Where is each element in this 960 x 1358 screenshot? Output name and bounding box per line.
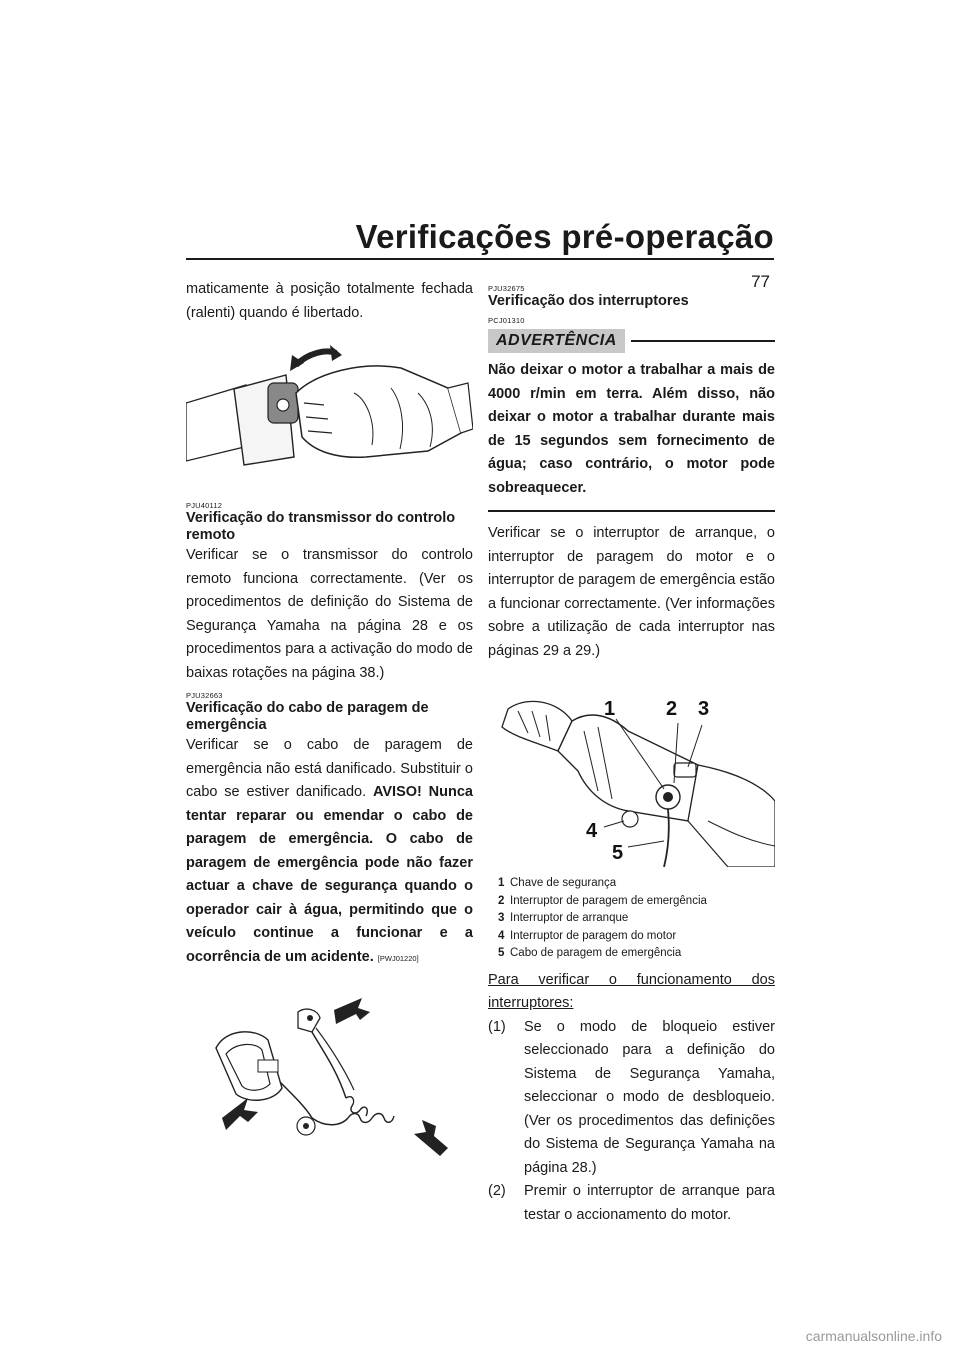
procedure-step: (1) Se o modo de bloqueio estiver seleccionado para a definição do Sistema de Segurança Yamaha, seleccionar o modo de desbloqueio. (Ver os procedimentos das definições do Sistema de Segurança Yamaha na página 28.): [488, 1018, 775, 1176]
callout-label: 1: [604, 698, 616, 720]
warning-text: Não deixar o motor a trabalhar a mais de 4000 r/min em terra. Além disso, não deixar o motor a trabalhar durante mais de 15 segundos sem fornecimento de água; caso contrário, o motor pode sobreaquecer.: [488, 362, 775, 496]
switches-illustration: [488, 671, 775, 867]
section-heading: Verificação dos interruptores: [488, 293, 689, 309]
warning-label: ADVERTÊNCIA: [488, 329, 625, 353]
inline-warning: AVISO! Nunca tentar reparar ou emendar o cabo de paragem de emergência. O cabo de paragem de emergência pode não fazer actuar a chave de segurança quando o operador cair à água, permitindo que o veículo continue a funcionar e a ocorrência de um acidente.: [186, 784, 473, 965]
emergency-cord-illustration: [186, 978, 473, 1168]
arrow-icon: [330, 345, 342, 361]
warning-code: [PWJ01220]: [377, 953, 419, 963]
warning-code: PCJ01310: [488, 316, 525, 325]
title-rule: [186, 258, 774, 260]
page-number: 77: [751, 272, 770, 291]
section-heading: Verificação do transmissor do controlo remoto: [186, 510, 456, 543]
figure-legend: [498, 875, 775, 963]
procedure-step: (2) Premir o interruptor de arranque para testar o accionamento do motor.: [488, 1183, 775, 1223]
procedure-title: Para verificar o funcionamento dos interruptores:: [488, 971, 775, 1011]
left-column: [186, 278, 473, 1176]
section-code: PJU32675: [488, 284, 525, 293]
warning-header: [488, 329, 775, 353]
warning-box: [488, 329, 775, 512]
section-body: [186, 734, 473, 970]
legend-item: 4 Interruptor de paragem do motor: [498, 929, 677, 942]
legend-item: 1 Chave de segurança: [498, 877, 617, 889]
section-code: PJU40112: [186, 501, 223, 510]
section-body-text: Verificar se o cabo de paragem de emergência não está danificado. Substituir o cabo se estiver danificado.: [186, 737, 473, 800]
section-body: Verificar se o transmissor do controlo remoto funciona correctamente. (Ver os procedimentos de definição do Sistema de Segurança Yamaha na página 28 e os procedimentos para a activação do modo de baixas rotações na página 38.): [186, 547, 473, 681]
callout-label: 5: [612, 842, 624, 864]
warning-rule: [631, 340, 775, 342]
warning-rule: [488, 510, 775, 512]
intro-text: maticamente à posição totalmente fechada (ralenti) quando é libertado.: [186, 281, 473, 321]
section-code: PJU32663: [186, 691, 223, 700]
legend-item: 2 Interruptor de paragem de emergência: [498, 894, 707, 907]
legend-item: 5 Cabo de paragem de emergência: [498, 947, 682, 959]
page-title: Verificações pré-operação: [355, 218, 774, 255]
watermark[interactable]: carmanualsonline.info: [805, 1328, 942, 1344]
section-body: Verificar se o interruptor de arranque, o interruptor de paragem do motor e o interruptor de paragem de emergência estão a funcionar correctamente. (Ver informações sobre a utilização de cada interruptor nas páginas 29 a 29.): [488, 525, 775, 659]
callout-label: 4: [586, 820, 598, 842]
legend-item: 3 Interruptor de arranque: [498, 912, 629, 924]
section-heading: Verificação do cabo de paragem de emergência: [186, 700, 429, 733]
arrow-icon: [414, 1120, 448, 1156]
arrow-icon: [222, 1098, 258, 1130]
callout-label: 3: [698, 698, 710, 720]
throttle-hand-illustration: [186, 333, 473, 493]
callout-label: 2: [666, 698, 678, 720]
arrow-icon: [334, 998, 370, 1024]
right-column: [488, 278, 775, 1227]
